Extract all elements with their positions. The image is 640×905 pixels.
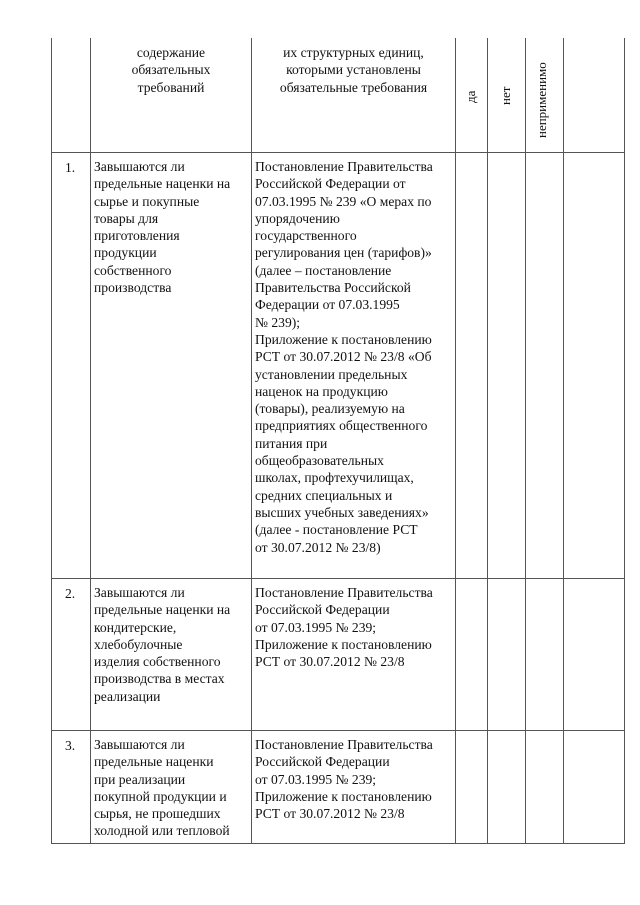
header-requirement-content: содержание обязательных требований	[131, 45, 211, 95]
row-number: 1.	[65, 160, 76, 175]
column-divider	[455, 38, 456, 844]
legal-basis-text: Постановление Правительства Российской Федерации от 07.03.1995 № 239; Приложение к постановлению РСТ от 30.07.2012 № 23/8	[255, 737, 433, 822]
row-number: 3.	[65, 738, 76, 753]
question-text: Завышаются ли предельные наценки на сырье и покупные товары для приготовления продукции собственного производства	[94, 159, 231, 296]
row-divider	[51, 152, 625, 153]
legal-basis-text: Постановление Правительства Российской Федерации от 07.03.1995 № 239; Приложение к постановлению РСТ от 30.07.2012 № 23/8	[255, 585, 433, 670]
column-divider	[251, 38, 252, 844]
header-not-applicable: неприменимо	[534, 62, 549, 138]
row-divider	[51, 578, 625, 579]
question-text: Завышаются ли предельные наценки на кондитерские, хлебобулочные изделия собственного производства в местах реализации	[94, 585, 231, 704]
table-border-right	[624, 38, 625, 844]
table-border-left	[51, 38, 52, 844]
column-divider	[525, 38, 526, 844]
header-no: нет	[498, 86, 513, 105]
row-number: 2.	[65, 586, 76, 601]
column-divider	[563, 38, 564, 844]
column-divider	[487, 38, 488, 844]
legal-basis-text: Постановление Правительства Российской Федерации от 07.03.1995 № 239 «О мерах по упорядочению государственного регулирования цен (тарифов)» (далее – постановление Правительства Российской Федерации от 07.03.1995 № 239); Приложение к постановлению РСТ от 30.07.2012 № 23/8 «Об установлении предельных наценок на продукцию (товары), реализуемую на предприятиях общественного питания при общеобразовательных школах, профтехучилищах, средних специальных и высших учебных заведениях» (далее - постановление РСТ от 30.07.2012 № 23/8)	[255, 159, 433, 555]
row-divider	[51, 730, 625, 731]
table-border-bottom	[51, 843, 625, 844]
header-yes: да	[463, 90, 478, 103]
question-text: Завышаются ли предельные наценки при реализации покупной продукции и сырья, не прошедших холодной или тепловой	[94, 737, 230, 839]
header-legal-acts: их структурных единиц, которыми установлены обязательные требования	[279, 45, 428, 95]
column-divider	[90, 38, 91, 844]
